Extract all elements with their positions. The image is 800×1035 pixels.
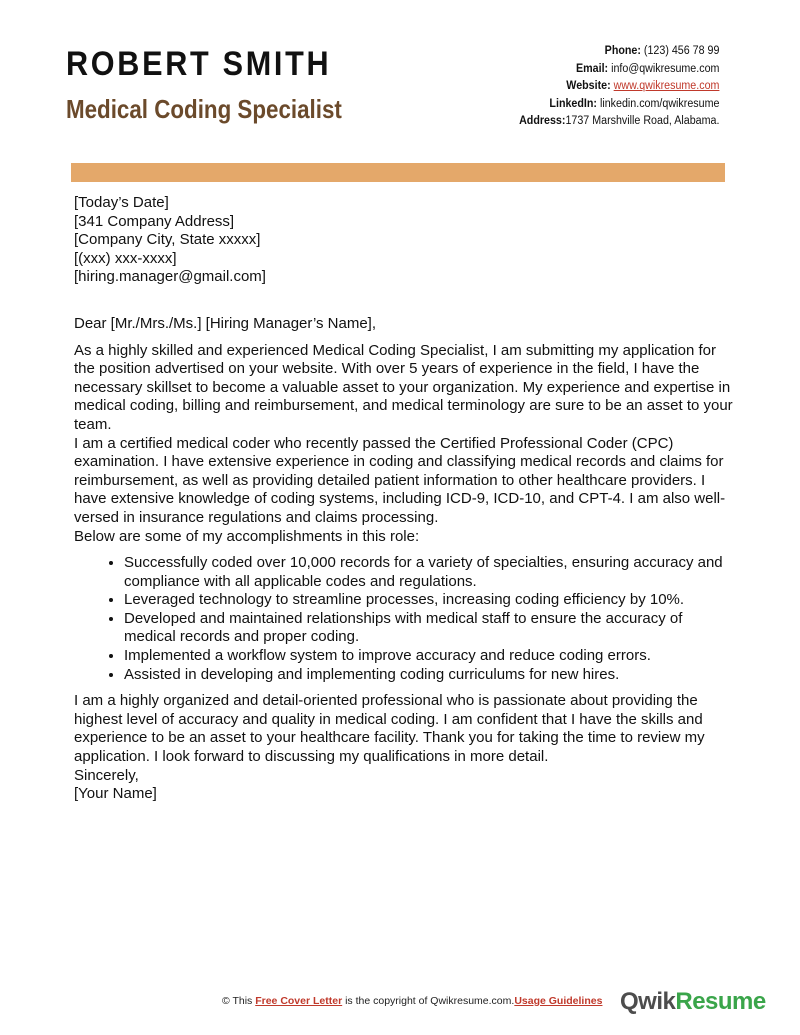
list-item: • Leveraged technology to streamline processes, increasing coding efficiency by 10%. [124, 591, 734, 610]
logo-part-2: Resume [675, 988, 766, 1015]
closing-paragraph: I am a highly organized and detail-oriented professional who is passionate about providing the highest level of accuracy and quality in medical coding. I am confident that I have the skills and experience to be an asset to your healthcare facility. Thank you for taking the time to review my application. I look forward to discussing my qualifications in more detail. [74, 692, 705, 766]
accent-divider-bar [71, 163, 725, 182]
accomplishments-list [74, 554, 734, 684]
list-item: • Developed and maintained relationships with medical staff to ensure the accuracy of medical records and proper coding. [124, 610, 734, 647]
footer-middle: is the copyright of Qwikresume.com. [342, 995, 515, 1007]
recipient-line: [hiring.manager@gmail.com] [74, 268, 266, 286]
copyright-footer [222, 995, 602, 1007]
logo-part-1: Qwik [620, 988, 676, 1015]
letter-date: [Today’s Date] [74, 194, 169, 211]
website-link[interactable]: www.qwikresume.com [613, 80, 719, 93]
contact-phone [519, 43, 719, 61]
contact-block [519, 43, 719, 131]
job-title: Medical Coding Specialist [66, 94, 342, 124]
recipient-block [74, 213, 734, 287]
signature-name: [Your Name] [74, 785, 157, 803]
contact-email [519, 61, 719, 79]
linkedin-label: LinkedIn: [548, 97, 597, 110]
recipient-line: [Company City, State xxxxx] [74, 231, 261, 249]
phone-value: (123) 456 78 99 [643, 45, 719, 57]
phone-label: Phone: [604, 45, 641, 57]
email-label: Email: [575, 62, 608, 75]
usage-guidelines-link[interactable]: Usage Guidelines [514, 995, 603, 1007]
recipient-line: [341 Company Address] [74, 212, 235, 230]
accomplishments-intro: Below are some of my accomplishments in this role: [74, 527, 420, 545]
footer-prefix: © This [222, 995, 256, 1007]
candidate-name: ROBERT SMITH [66, 45, 332, 83]
contact-address [519, 113, 719, 131]
address-value: 1737 Marshville Road, Alabama. [565, 115, 719, 128]
salutation: Dear [Mr./Mrs./Ms.] [Hiring Manager’s Name], [74, 314, 377, 332]
contact-linkedin [519, 96, 719, 114]
email-value: info@qwikresume.com [610, 62, 719, 75]
linkedin-value: linkedin.com/qwikresume [599, 97, 719, 110]
list-item: • Successfully coded over 10,000 records for a variety of specialties, ensuring accuracy and compliance with all applicable codes and regulations. [124, 554, 734, 591]
address-label: Address: [518, 115, 566, 128]
letter-body [74, 194, 734, 804]
recipient-line: [(xxx) xxx-xxxx] [74, 249, 177, 267]
intro-paragraph: As a highly skilled and experienced Medical Coding Specialist, I am submitting my application for the position advertised on your website. With over 5 years of experience in the field, I have the necessary skillset to become a valuable asset to your organization. My experience and expertise in medical coding, billing and reimbursement, and medical terminology are sure to be an asset to your team. [74, 341, 733, 433]
list-item: • Assisted in developing and implementing coding curriculums for new hires. [124, 666, 734, 685]
contact-website [519, 78, 719, 96]
list-item: • Implemented a workflow system to improve accuracy and reduce coding errors. [124, 647, 734, 666]
free-cover-letter-link[interactable]: Free Cover Letter [255, 995, 343, 1007]
body-paragraph: I am a certified medical coder who recently passed the Certified Professional Coder (CPC) examination. I have extensive experience in coding and classifying medical records and claims for reimbursement, as well as providing detailed patient information to other healthcare providers. I have extensive knowledge of coding systems, including ICD-9, ICD-10, and CPT-4. I am also well-versed in insurance regulations and claims processing. [74, 434, 726, 526]
qwikresume-logo[interactable] [620, 988, 766, 1016]
website-label: Website: [565, 80, 611, 93]
signoff: Sincerely, [74, 766, 139, 784]
